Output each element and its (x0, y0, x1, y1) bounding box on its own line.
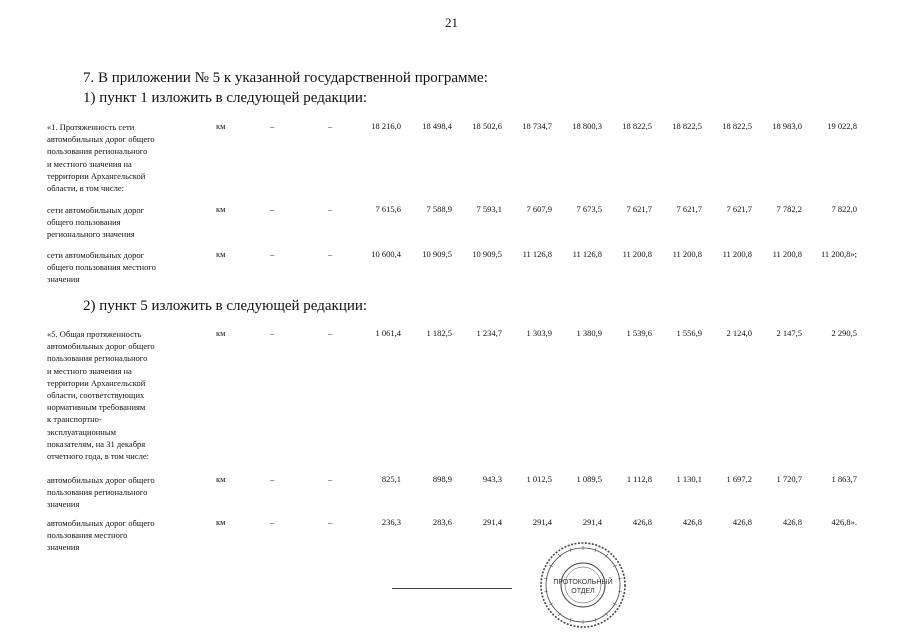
value-cell: 18 822,5 (722, 121, 752, 131)
unit-cell: км (216, 474, 226, 484)
subsection-heading-1: 1) пункт 1 изложить в следующей редакции: (83, 90, 368, 106)
value-cell: 2 124,0 (726, 328, 752, 338)
value-cell: 7 615,6 (375, 204, 401, 214)
value-cell: 7 588,9 (426, 204, 452, 214)
value-cell: 18 216,0 (371, 121, 401, 131)
value-cell: 1 112,8 (626, 474, 652, 484)
value-cell: 1 012,5 (526, 474, 552, 484)
value-cell: 7 621,7 (676, 204, 702, 214)
value-cell: 1 303,9 (526, 328, 552, 338)
value-cell: 10 600,4 (371, 249, 401, 259)
value-cell: 1 182,5 (426, 328, 452, 338)
page-number: 21 (445, 15, 458, 30)
official-stamp (538, 540, 628, 630)
label-line: эксплуатационным (47, 426, 116, 437)
value-cell: 7 621,7 (626, 204, 652, 214)
label-line: сети автомобильных дорог (47, 205, 145, 215)
stamp-text-1: ПРОТОКОЛЬНЫЙ (553, 579, 613, 586)
value-cell: 291,4 (482, 517, 502, 527)
value-cell: 19 022,8 (827, 121, 857, 131)
label-line: общего пользования (47, 217, 121, 228)
label-line: области, соответствующих (47, 390, 145, 401)
indicator-label (47, 474, 197, 511)
label-line: общего пользования местного (47, 262, 156, 273)
value-cell: 1 539,6 (626, 328, 652, 338)
section-heading: 7. В приложении № 5 к указанной государственной программе: (83, 70, 488, 86)
value-cell: 2 147,5 (776, 328, 802, 338)
indicator-label (47, 328, 197, 462)
value-cell: 426,8 (632, 517, 652, 527)
value-cell: 7 593,1 (476, 204, 502, 214)
indicator-label (47, 121, 197, 194)
value-cell: 18 822,5 (672, 121, 702, 131)
value-cell: 236,3 (381, 517, 401, 527)
label-line: отчетного года, в том числе: (47, 451, 149, 462)
label-line: автомобильных дорог общего (47, 518, 155, 528)
label-line: значения (47, 542, 80, 553)
value-cell: 18 498,4 (422, 121, 452, 131)
label-line: пользования регионального (47, 146, 148, 157)
label-line: значения (47, 274, 80, 285)
value-cell: 1 556,9 (676, 328, 702, 338)
value-cell: 11 200,8 (722, 249, 752, 259)
value-cell: 7 673,5 (576, 204, 602, 214)
label-line: сети автомобильных дорог (47, 250, 145, 260)
label-line: регионального значения (47, 229, 135, 240)
indicator-label (47, 517, 197, 554)
dash-cell: – (270, 249, 275, 259)
value-cell: 1 863,7 (831, 474, 857, 484)
value-cell: 283,6 (432, 517, 452, 527)
unit-cell: км (216, 204, 226, 214)
value-cell: 7 782,2 (776, 204, 802, 214)
label-line: «1. Протяженность сети (47, 122, 135, 132)
value-cell: 898,9 (432, 474, 452, 484)
value-cell: 2 290,5 (831, 328, 857, 338)
value-cell: 825,1 (381, 474, 401, 484)
dash-cell: – (328, 249, 333, 259)
value-cell: 1 234,7 (476, 328, 502, 338)
stamp-text-2: ОТДЕЛ (571, 588, 595, 595)
value-cell: 10 909,5 (422, 249, 452, 259)
value-cell: 426,8». (831, 517, 857, 527)
label-line: пользования регионального (47, 487, 148, 498)
value-cell: 10 909,5 (472, 249, 502, 259)
value-cell: 1 720,7 (776, 474, 802, 484)
value-cell: 1 380,9 (576, 328, 602, 338)
dash-cell: – (328, 474, 333, 484)
label-line: к транспортно- (47, 414, 102, 425)
label-line: автомобильных дорог общего (47, 341, 155, 352)
unit-cell: км (216, 121, 226, 131)
unit-cell: км (216, 328, 226, 338)
label-line: значения (47, 499, 80, 510)
value-cell: 11 200,8 (772, 249, 802, 259)
value-cell: 11 200,8»; (820, 249, 857, 259)
value-cell: 291,4 (582, 517, 602, 527)
indicator-label (47, 204, 197, 241)
dash-cell: – (270, 517, 275, 527)
label-line: и местного значения на (47, 365, 132, 376)
unit-cell: км (216, 249, 226, 259)
dash-cell: – (328, 517, 333, 527)
value-cell: 7 822,0 (831, 204, 857, 214)
label-line: нормативным требованиям (47, 402, 146, 413)
value-cell: 943,3 (482, 474, 502, 484)
value-cell: 18 983,0 (772, 121, 802, 131)
unit-cell: км (216, 517, 226, 527)
value-cell: 7 607,9 (526, 204, 552, 214)
dash-cell: – (270, 328, 275, 338)
value-cell: 18 502,6 (472, 121, 502, 131)
label-line: автомобильных дорог общего (47, 475, 155, 485)
dash-cell: – (328, 204, 333, 214)
value-cell: 291,4 (532, 517, 552, 527)
value-cell: 11 126,8 (572, 249, 602, 259)
value-cell: 18 734,7 (522, 121, 552, 131)
value-cell: 18 800,3 (572, 121, 602, 131)
value-cell: 1 061,4 (375, 328, 401, 338)
value-cell: 1 697,2 (726, 474, 752, 484)
value-cell: 7 621,7 (726, 204, 752, 214)
indicator-label (47, 249, 197, 286)
subsection-heading-2: 2) пункт 5 изложить в следующей редакции: (83, 298, 368, 314)
value-cell: 11 200,8 (622, 249, 652, 259)
dash-cell: – (270, 204, 275, 214)
value-cell: 1 130,1 (676, 474, 702, 484)
dash-cell: – (328, 328, 333, 338)
label-line: показателям, на 31 декабря (47, 438, 146, 449)
value-cell: 11 200,8 (672, 249, 702, 259)
label-line: и местного значения на (47, 158, 132, 169)
value-cell: 18 822,5 (622, 121, 652, 131)
label-line: пользования местного (47, 530, 128, 541)
value-cell: 426,8 (682, 517, 702, 527)
value-cell: 426,8 (782, 517, 802, 527)
label-line: области, в том числе: (47, 183, 124, 194)
label-line: территории Архангельской (47, 377, 146, 388)
label-line: территории Архангельской (47, 170, 146, 181)
signature-line (392, 588, 512, 589)
value-cell: 426,8 (732, 517, 752, 527)
dash-cell: – (270, 121, 275, 131)
label-line: «5. Общая протяженность (47, 329, 142, 339)
value-cell: 11 126,8 (522, 249, 552, 259)
dash-cell: – (328, 121, 333, 131)
label-line: пользования регионального (47, 353, 148, 364)
label-line: автомобильных дорог общего (47, 134, 155, 145)
dash-cell: – (270, 474, 275, 484)
value-cell: 1 089,5 (576, 474, 602, 484)
